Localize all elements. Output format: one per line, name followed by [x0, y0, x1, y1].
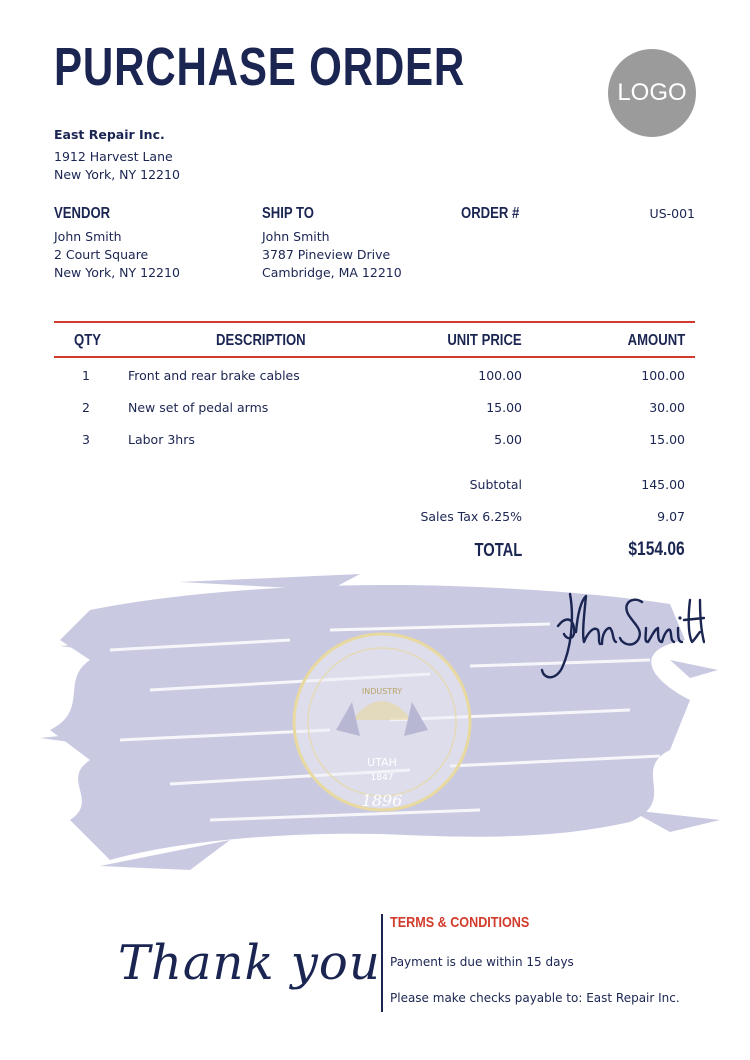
company-logo: LOGO — [608, 49, 696, 137]
row-unit-price: 5.00 — [494, 432, 522, 447]
subtotal-label: Subtotal — [469, 477, 522, 492]
ship-to-address-line2: Cambridge, MA 12210 — [262, 265, 402, 280]
row-amount: 30.00 — [649, 400, 685, 415]
seal-text-year: 1847 — [370, 773, 394, 783]
terms-line-2: Please make checks payable to: East Repair Inc. — [390, 991, 680, 1005]
state-seal-icon — [294, 634, 470, 810]
vendor-name: John Smith — [54, 229, 122, 244]
seal-text-bottom: 1896 — [361, 791, 403, 810]
row-qty: 2 — [82, 400, 90, 415]
company-address-line1: 1912 Harvest Lane — [54, 149, 173, 164]
terms-line-1: Payment is due within 15 days — [390, 955, 574, 969]
vendor-address-line1: 2 Court Square — [54, 247, 149, 262]
row-unit-price: 100.00 — [478, 368, 522, 383]
vendor-label: VENDOR — [54, 205, 111, 222]
row-unit-price: 15.00 — [486, 400, 522, 415]
total-value: $154.06 — [628, 539, 685, 560]
ship-to-address-line1: 3787 Pineview Drive — [262, 247, 391, 262]
sales-tax-value: 9.07 — [657, 509, 685, 524]
ship-to-name: John Smith — [262, 229, 330, 244]
column-header-qty: QTY — [74, 332, 101, 349]
subtotal-value: 145.00 — [641, 477, 685, 492]
column-header-description: DESCRIPTION — [216, 332, 306, 349]
document-title: PURCHASE ORDER — [54, 37, 466, 97]
ship-to-label: SHIP TO — [262, 205, 315, 222]
table-top-rule — [54, 321, 695, 323]
row-description: New set of pedal arms — [128, 400, 269, 415]
column-header-unit-price: UNIT PRICE — [447, 332, 522, 349]
seal-text-name: UTAH — [367, 756, 397, 769]
footer-divider — [381, 914, 383, 1012]
terms-title: TERMS & CONDITIONS — [390, 914, 530, 931]
vendor-address-line2: New York, NY 12210 — [54, 265, 180, 280]
order-number-label: ORDER # — [461, 205, 520, 222]
table-header-rule — [54, 356, 695, 358]
row-qty: 3 — [82, 432, 90, 447]
row-amount: 15.00 — [649, 432, 685, 447]
column-header-amount: AMOUNT — [627, 332, 685, 349]
sales-tax-label: Sales Tax 6.25% — [420, 509, 522, 524]
signature — [530, 576, 705, 688]
row-amount: 100.00 — [641, 368, 685, 383]
row-description: Front and rear brake cables — [128, 368, 300, 383]
row-qty: 1 — [82, 368, 90, 383]
order-number-value: US-001 — [649, 206, 695, 221]
row-description: Labor 3hrs — [128, 432, 195, 447]
company-name: East Repair Inc. — [54, 127, 165, 142]
seal-text-top: INDUSTRY — [361, 687, 403, 696]
thank-you-text: Thank you — [118, 935, 381, 991]
total-label: TOTAL — [474, 540, 522, 560]
company-address-line2: New York, NY 12210 — [54, 167, 180, 182]
